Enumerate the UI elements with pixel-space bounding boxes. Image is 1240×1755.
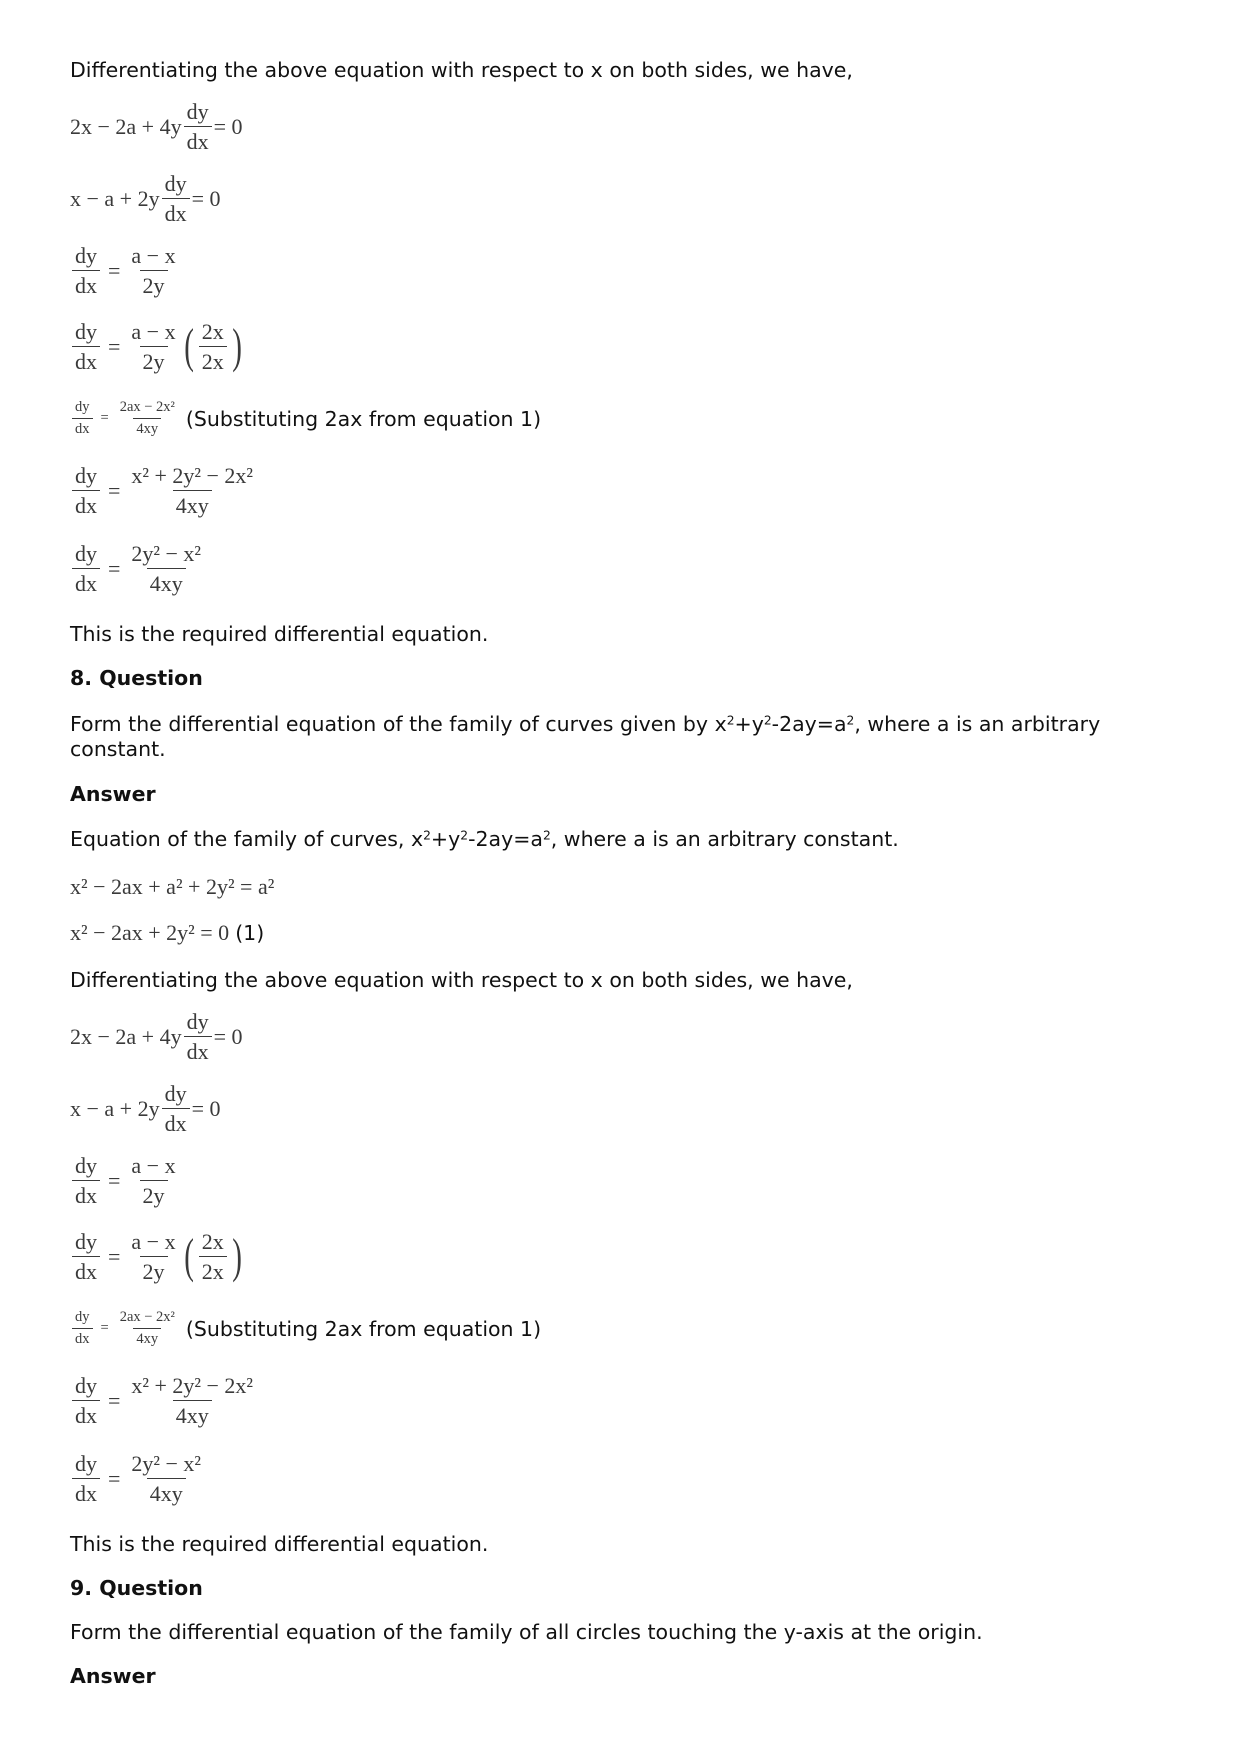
question-9-text: Form the differential equation of the family of all circles touching the y-axis at the origin. <box>70 1620 983 1644</box>
conclusion-text: This is the required differential equation. <box>70 622 489 646</box>
equation-b2-7: $\frac{dy}{dx}$ = $\frac{\text{2y² − x²}}{4xy}$ <box>70 1452 206 1506</box>
equation-5: $\frac{dy}{dx}$ = $\frac{\text{2ax − 2x²}}{4xy}$ (Substituting 2ax from equation 1) <box>70 400 541 438</box>
answer-label-9: Answer <box>70 1664 156 1688</box>
equation-family-1: x² − 2ax + a² + 2y² = a² <box>70 874 275 899</box>
diff-intro-text-2: Differentiating the above equation with respect to x on both sides, we have, <box>70 968 853 992</box>
equation-3: $\frac{dy}{dx}$ = $\frac{a - x}{2y}$ <box>70 244 181 298</box>
answer-label-8: Answer <box>70 782 156 806</box>
equation-family-2: x² − 2ax + 2y² = 0 (1) <box>70 920 265 945</box>
equation-b2-5: $\frac{dy}{dx}$ = $\frac{\text{2ax − 2x²}}{4xy}$ (Substituting 2ax from equation 1) <box>70 1310 541 1348</box>
equation-6: $\frac{dy}{dx}$ = $\frac{\text{x² + 2y² − 2x²}}{4xy}$ <box>70 464 258 518</box>
question-8-text: Form the differential equation of the family of curves given by $x^2+y^2-2ay=a^2$, where a is an arbitrary constant. <box>70 712 1101 761</box>
diff-intro-text: Differentiating the above equation with respect to x on both sides, we have, <box>70 58 853 82</box>
equation-b2-3: $\frac{dy}{dx}$ = $\frac{a - x}{2y}$ <box>70 1154 181 1208</box>
equation-b2-1: 2x − 2a + 4y $\frac{dy}{dx}$ = 0 <box>70 1009 243 1065</box>
conclusion-text-2: This is the required differential equation. <box>70 1532 489 1556</box>
equation-4: $\frac{dy}{dx}$ = $\frac{a - x}{2y}$ ( $\frac{2x}{2x}$ ) <box>70 320 245 374</box>
equation-1: 2x − 2a + 4y $\frac{dy}{dx}$ = 0 <box>70 99 243 155</box>
substitution-note-2: (Substituting 2ax from equation 1) <box>185 1316 542 1341</box>
question-8-heading: 8. Question <box>70 666 203 690</box>
answer-8-intro: Equation of the family of curves, $x^2+y^2-2ay=a^2$, where a is an arbitrary constant. <box>70 827 899 851</box>
equation-7: $\frac{dy}{dx}$ = $\frac{\text{2y² − x²}}{4xy}$ <box>70 542 206 596</box>
equation-b2-2: x − a + 2y $\frac{dy}{dx}$ = 0 <box>70 1081 221 1137</box>
equation-b2-6: $\frac{dy}{dx}$ = $\frac{\text{x² + 2y² − 2x²}}{4xy}$ <box>70 1374 258 1428</box>
question-9-heading: 9. Question <box>70 1576 203 1600</box>
substitution-note: (Substituting 2ax from equation 1) <box>185 406 542 431</box>
equation-2: x − a + 2y $\frac{dy}{dx}$ = 0 <box>70 171 221 227</box>
equation-b2-4: $\frac{dy}{dx}$ = $\frac{a - x}{2y}$ ( $\frac{2x}{2x}$ ) <box>70 1230 245 1284</box>
